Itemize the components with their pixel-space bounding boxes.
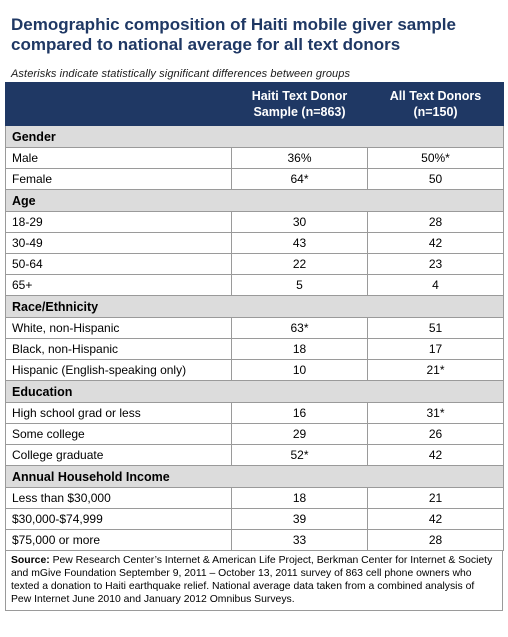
source-label: Source: xyxy=(11,555,50,566)
row-label: College graduate xyxy=(6,445,232,466)
all-donors-value: 50%* xyxy=(368,148,504,169)
haiti-value: 36% xyxy=(232,148,368,169)
row-label: Male xyxy=(6,148,232,169)
section-header: Race/Ethnicity xyxy=(6,296,504,318)
row-label: $30,000-$74,999 xyxy=(6,509,232,530)
section-header: Age xyxy=(6,190,504,212)
all-donors-value: 50 xyxy=(368,169,504,190)
page-title xyxy=(11,15,503,55)
haiti-value: 43 xyxy=(232,233,368,254)
section-header-row xyxy=(6,466,504,488)
row-label: Less than $30,000 xyxy=(6,488,232,509)
table-row xyxy=(6,254,504,275)
all-donors-value: 23 xyxy=(368,254,504,275)
table-row xyxy=(6,148,504,169)
table-row xyxy=(6,169,504,190)
source-note xyxy=(5,551,503,611)
header-haiti-line-2: Sample (n=863) xyxy=(253,105,346,119)
header-blank-cell xyxy=(6,83,232,126)
demographics-table xyxy=(5,82,504,551)
header-all-line-1: All Text Donors xyxy=(389,89,482,103)
haiti-value: 30 xyxy=(232,212,368,233)
haiti-value: 52* xyxy=(232,445,368,466)
all-donors-value: 42 xyxy=(368,509,504,530)
table-row xyxy=(6,233,504,254)
row-label: Black, non-Hispanic xyxy=(6,339,232,360)
haiti-value: 64* xyxy=(232,169,368,190)
haiti-value: 18 xyxy=(232,339,368,360)
row-label: Hispanic (English-speaking only) xyxy=(6,360,232,381)
row-label: $75,000 or more xyxy=(6,530,232,551)
header-haiti-line-1: Haiti Text Donor xyxy=(251,89,348,103)
section-header: Annual Household Income xyxy=(6,466,504,488)
table-row xyxy=(6,403,504,424)
haiti-value: 33 xyxy=(232,530,368,551)
all-donors-value: 21* xyxy=(368,360,504,381)
all-donors-value: 21 xyxy=(368,488,504,509)
section-header-row xyxy=(6,190,504,212)
all-donors-value: 28 xyxy=(368,212,504,233)
haiti-value: 5 xyxy=(232,275,368,296)
all-donors-value: 26 xyxy=(368,424,504,445)
header-all-donors xyxy=(368,83,504,126)
source-text: Pew Research Center’s Internet & American Life Project, Berkman Center for Internet & Society and mGive Foundation September 9, 2011 – October 13, 2011 survey of 863 cell phone owners who texted a donation to Haiti earthquake relief. National average data taken from a combined analysis of Pew Internet June 2010 and January 2012 Omnibus Surveys. xyxy=(11,555,493,605)
row-label: 65+ xyxy=(6,275,232,296)
table-body xyxy=(6,126,504,551)
table-row xyxy=(6,509,504,530)
row-label: High school grad or less xyxy=(6,403,232,424)
haiti-value: 63* xyxy=(232,318,368,339)
all-donors-value: 42 xyxy=(368,233,504,254)
section-header-row xyxy=(6,126,504,148)
row-label: Female xyxy=(6,169,232,190)
title-line-2: compared to national average for all text donors xyxy=(11,35,401,54)
table-header-row xyxy=(6,83,504,126)
section-header-row xyxy=(6,381,504,403)
header-haiti-sample xyxy=(232,83,368,126)
table-row xyxy=(6,488,504,509)
row-label: 30-49 xyxy=(6,233,232,254)
all-donors-value: 31* xyxy=(368,403,504,424)
section-header: Education xyxy=(6,381,504,403)
all-donors-value: 17 xyxy=(368,339,504,360)
row-label: 50-64 xyxy=(6,254,232,275)
section-header-row xyxy=(6,296,504,318)
all-donors-value: 51 xyxy=(368,318,504,339)
table-row xyxy=(6,212,504,233)
title-line-1: Demographic composition of Haiti mobile giver sample xyxy=(11,15,456,34)
haiti-value: 10 xyxy=(232,360,368,381)
haiti-value: 22 xyxy=(232,254,368,275)
table-row xyxy=(6,339,504,360)
table-row xyxy=(6,318,504,339)
all-donors-value: 42 xyxy=(368,445,504,466)
haiti-value: 29 xyxy=(232,424,368,445)
table-row xyxy=(6,445,504,466)
table-row xyxy=(6,424,504,445)
section-header: Gender xyxy=(6,126,504,148)
all-donors-value: 28 xyxy=(368,530,504,551)
table-subtitle: Asterisks indicate statistically significant differences between groups xyxy=(11,68,351,80)
table-row xyxy=(6,275,504,296)
header-all-line-2: (n=150) xyxy=(413,105,458,119)
haiti-value: 18 xyxy=(232,488,368,509)
row-label: 18-29 xyxy=(6,212,232,233)
all-donors-value: 4 xyxy=(368,275,504,296)
row-label: Some college xyxy=(6,424,232,445)
table-row xyxy=(6,530,504,551)
row-label: White, non-Hispanic xyxy=(6,318,232,339)
haiti-value: 16 xyxy=(232,403,368,424)
haiti-value: 39 xyxy=(232,509,368,530)
table-row xyxy=(6,360,504,381)
